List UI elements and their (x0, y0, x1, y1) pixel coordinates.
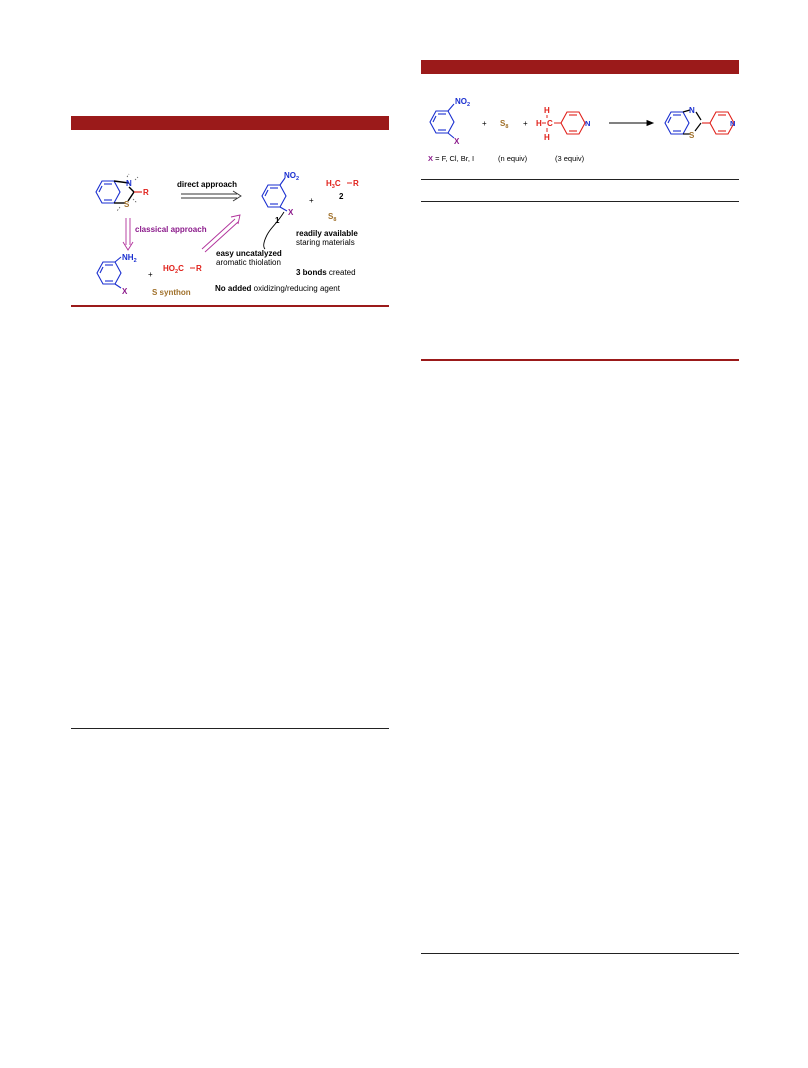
s-synthon-label: S synthon (152, 288, 191, 297)
ho2c-label: HO (163, 264, 175, 273)
s8-label-1: S (328, 212, 334, 221)
h-left-label: H (536, 119, 542, 128)
staring-materials-label: staring materials (296, 238, 355, 247)
x-label-3: X (454, 137, 460, 146)
noadded-rest: oxidizing/reducing agent (251, 284, 340, 293)
product-pyridine-n-label: N (730, 119, 736, 128)
right-footer-rule (421, 953, 739, 954)
h3c-r-label: R (353, 179, 359, 188)
easy-uncatalyzed-label: easy uncatalyzed (216, 249, 282, 258)
c-label: C (547, 119, 553, 128)
thiazole-s-label: S (124, 200, 130, 209)
product-structure (665, 112, 689, 134)
scheme1-bottom-rule (71, 305, 389, 307)
readily-available-label: readily available (296, 229, 358, 238)
benzothiazole-retro-structure (96, 181, 120, 203)
nh2-label: NH (122, 253, 134, 262)
thiazole-n-label: N (126, 179, 132, 188)
x-equals-x: X (428, 154, 434, 163)
svg-text:H3C: $H_3C$ (326, 179, 341, 190)
compound-2-label: 2 (339, 192, 344, 201)
nitroarene-structure (430, 104, 454, 138)
svg-text:S8: $S_8$ (500, 119, 509, 130)
classical-approach-label: classical approach (135, 225, 207, 234)
svg-text:X = F, Cl, Br, I (428, 154, 474, 163)
table-bottom-rule (421, 359, 739, 361)
left-section-banner (71, 116, 389, 130)
scheme2-graphic (421, 85, 739, 175)
thiolation-pointer (264, 212, 284, 249)
pyridine-n-label: N (585, 119, 591, 128)
noadded-bold: No added (215, 284, 252, 293)
table-header-rule (421, 201, 739, 202)
r-group-label: R (143, 188, 149, 197)
plus-sign-3: + (482, 119, 487, 128)
nitro-haloarene-structure (262, 178, 287, 211)
n-equiv-label: (n equiv) (498, 154, 528, 163)
reaction-arrow (609, 121, 653, 126)
product-s-label: S (689, 131, 695, 140)
direct-approach-arrow (181, 191, 241, 201)
three-equiv-label: (3 equiv) (555, 154, 585, 163)
no2-label-1: NO (284, 171, 296, 180)
bonds-rest: created (326, 268, 356, 277)
aromatic-thiolation-label: aromatic thiolation (216, 258, 281, 267)
x-equals-rest: = F, Cl, Br, I (433, 154, 475, 163)
no2-label-2: NO (455, 97, 467, 106)
h3c-label: H (326, 179, 332, 188)
scheme1-graphic (71, 165, 389, 305)
x-label-1: X (288, 208, 294, 217)
s8-label-2: S (500, 119, 506, 128)
compound-1-label: 1 (275, 216, 280, 225)
svg-text:NO2: $NO_2$ (284, 171, 300, 182)
plus-sign-2: + (148, 270, 153, 279)
product-n-label: N (689, 106, 695, 115)
svg-text:3 bonds created (296, 268, 356, 277)
plus-sign-1: + (309, 196, 314, 205)
diagonal-arrow (202, 215, 240, 252)
left-table-rule (71, 728, 389, 729)
haloaniline-structure (97, 257, 121, 288)
svg-text:S8: $S_8$ (328, 212, 337, 223)
h-bottom-label: H (544, 133, 550, 142)
table-top-rule (421, 179, 739, 180)
ho2c-r-label: R (196, 264, 202, 273)
svg-text:No added oxidizing/reducing ag (215, 284, 341, 293)
bonds-bold: 3 bonds (296, 268, 327, 277)
classical-approach-arrow (123, 218, 133, 250)
direct-approach-label: direct approach (177, 180, 238, 189)
right-section-banner (421, 60, 739, 74)
svg-text:NO2: $NO_2$ (455, 97, 471, 108)
h-top-label: H (544, 106, 550, 115)
pyridine-structure (561, 112, 585, 134)
plus-sign-4: + (523, 119, 528, 128)
svg-text:NH2: $NH_2$ (122, 253, 137, 264)
svg-text:HO2C: $HO_2C$ (163, 264, 184, 275)
x-label-2: X (122, 287, 128, 296)
